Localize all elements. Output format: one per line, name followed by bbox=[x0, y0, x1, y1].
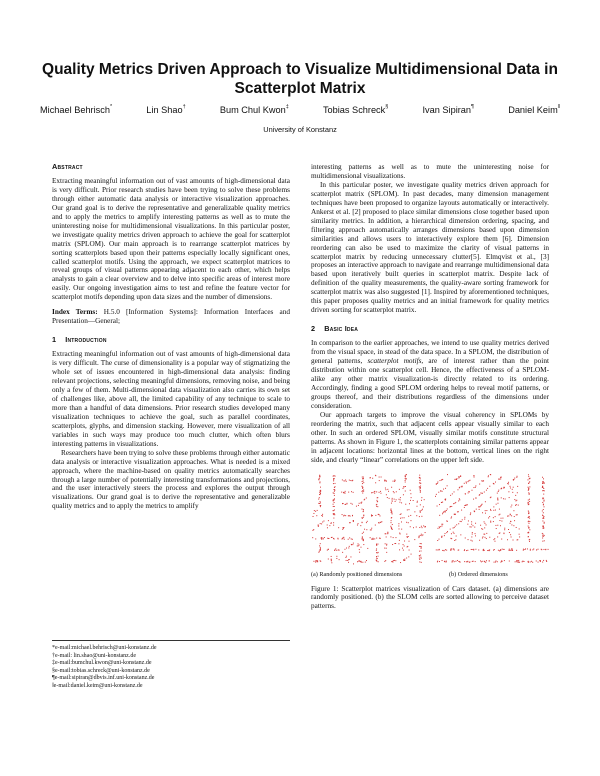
splom-cell bbox=[318, 497, 321, 507]
splom-cell bbox=[467, 520, 476, 527]
splom-cell bbox=[400, 509, 412, 519]
author: Lin Shao† bbox=[146, 104, 186, 115]
splom-cell bbox=[493, 520, 505, 530]
splom-cell bbox=[387, 497, 397, 504]
affiliation: University of Konstanz bbox=[263, 125, 337, 134]
splom-cell bbox=[508, 520, 520, 530]
splom-cell bbox=[357, 543, 368, 552]
splom-cell bbox=[479, 532, 490, 540]
splom-cell bbox=[419, 543, 422, 552]
splom-cell bbox=[493, 548, 504, 551]
splom-cell bbox=[385, 531, 397, 537]
abstract-heading: Abstract bbox=[52, 162, 83, 171]
basic-idea-paragraph: In comparison to the earlier approaches, we intend to use quality metrics derived from the visual space, in stead of the data space. In a SPLOM, the distribution of general patterns, scatterplot motifs, are of interest rather than the point distribution within one scatterplot cell. Hence, the effectiveness of a SPLOM-alike any other matrix visualization-is directly related to its ordering. Accordingly, finding a good SPLOM ordering helps to reveal motif patterns, or groups thereof, and their distributions regardless of the dimensions under consideration. bbox=[311, 339, 549, 410]
index-terms: Index Terms: H.5.0 [Information Systems]: Information Interfaces and Presentation—General; bbox=[52, 308, 290, 326]
splom-cell bbox=[436, 474, 448, 485]
splom-cell bbox=[414, 508, 423, 516]
splom-cell bbox=[450, 485, 463, 495]
splom-cell bbox=[362, 531, 364, 540]
splom-cell bbox=[333, 498, 335, 507]
splom-cell bbox=[465, 485, 477, 494]
splom-cell bbox=[439, 508, 448, 515]
splom-cell bbox=[312, 520, 324, 530]
splom-cell bbox=[450, 519, 463, 529]
splom-cell bbox=[528, 510, 530, 518]
splom-cell bbox=[465, 532, 476, 541]
splom-cell bbox=[507, 510, 518, 517]
splom-cell bbox=[400, 553, 412, 562]
splom-cell bbox=[419, 554, 422, 562]
splom-cell bbox=[507, 475, 517, 484]
figure-caption: Figure 1: Scatterplot matrices visualization of Cars dataset. (a) dimensions are randomly positioned. (b) the SLOM cells are sorted allowing to perceive dataset patterns. bbox=[311, 584, 549, 611]
splom-cell bbox=[318, 474, 320, 483]
splom-cell bbox=[327, 536, 338, 539]
splom-cell bbox=[542, 497, 544, 507]
splom-cell bbox=[493, 532, 504, 541]
splom-cell bbox=[450, 531, 461, 540]
splom-cell bbox=[413, 525, 426, 528]
splom-cell bbox=[384, 559, 396, 562]
splom-cell bbox=[479, 508, 492, 518]
splom-cell bbox=[357, 520, 368, 529]
splom-cell bbox=[313, 509, 324, 516]
splom-cell bbox=[527, 474, 530, 484]
splom-cell bbox=[464, 508, 477, 519]
splom-cell bbox=[376, 543, 379, 553]
figure-1 bbox=[311, 473, 549, 578]
splom-cell bbox=[384, 543, 396, 553]
splom-cell bbox=[318, 543, 321, 553]
paper-title: Quality Metrics Driven Approach to Visualize Multidimensional Data in Scatterplot Matrix bbox=[42, 61, 558, 97]
splom-cell bbox=[413, 497, 425, 507]
splom-cell bbox=[494, 560, 505, 563]
intro-paragraph: Extracting meaningful information out of vast amounts of high-dimensional data is very difficult. The curse of dimensionality is a popular way of stigmatizing the whole set of issues encountered in high-dimensional data analysis: finding relevant projections, selecting meaningful dimensions, removing noise, and being only a few of them. Multi-dimensional data visualization also carries its own set of challenges like, above all, the limited capability of any technique to scale to more than a handful of data dimensions. Prior research studies developed many visualization techniques to achieve the goal, such as parallel coordinates, scatterplots, glyphs, and dimension stacking. However, mere visualization of all variables in such ways may produce too much clutter, which often blurs interesting patterns in visualizations. bbox=[52, 350, 290, 448]
abstract-text: Extracting meaningful information out of vast amounts of high-dimensional data is very difficult. Prior research studies have been trying to solve these problems through either automatic data analysis or interactive visualization approaches. Our grand goal is to derive the representative and generalizable quality metrics and to apply the metrics to amplify interesting patterns as well as to mute the uninteresting noise for multidimensional visualizations. In this particular poster, we investigate quality metrics driven approach to achieve the goal for scatterplot matrix (SPLOM). Our main approach is to rearrange scatterplot matrices by sorting scatterplots based upon their patterns especially locally significant ones, called scatterplot motifs. Using the approach, we expect scatterplot matrices to reveal groups of visual patterns appearing adjacent to each other, which helps analysts to gain a clear overview and to delve into specific areas of interest more easily. Our ongoing investigation aims to test and refine the feature vector for scatterplot motifs depending upon data sizes and the number of dimensions. bbox=[52, 176, 290, 302]
splom-cell bbox=[508, 485, 518, 495]
splom-cell bbox=[385, 486, 397, 494]
splom-cell bbox=[497, 486, 505, 493]
splom-cell bbox=[480, 560, 490, 563]
basic-idea-paragraph: Our approach targets to improve the visual coherency in SPLOMs by reordering the matrix, such that adjacent cells appear visually similar to each other. In such an ordered SPLOM, visually similar motifs constitute structural patterns. As shown in Figure 1, the scatterplots containing similar patterns appear in adjacent locations: horizontal lines at the bottom, vertical lines on the right side, and clearly “linear” correlations on the upper left side. bbox=[311, 410, 549, 464]
splom-cell bbox=[341, 490, 353, 493]
splom-cell bbox=[542, 476, 545, 483]
left-column bbox=[52, 163, 290, 511]
author: Tobias Schreck§ bbox=[322, 104, 389, 115]
splom-cell bbox=[542, 520, 545, 528]
splom-cell bbox=[542, 485, 545, 494]
splom-cell bbox=[509, 559, 520, 562]
splom-cell bbox=[399, 532, 410, 541]
splom-ordered-image bbox=[434, 473, 549, 565]
splom-cell bbox=[371, 490, 381, 493]
subcaption-b: (b) Ordered dimensions bbox=[449, 570, 508, 578]
splom-cell bbox=[451, 509, 463, 518]
intro-heading: 1 Introduction bbox=[52, 335, 107, 345]
splom-cell bbox=[390, 508, 392, 518]
splom-cell bbox=[398, 520, 411, 529]
subcaption-a: (a) Randomly positioned dimensions bbox=[311, 570, 403, 578]
splom-cell bbox=[493, 476, 502, 484]
author: Daniel Keim‖ bbox=[508, 104, 560, 115]
splom-cell bbox=[478, 548, 490, 550]
splom-cell bbox=[507, 532, 520, 540]
splom-cell bbox=[542, 509, 545, 519]
splom-cell bbox=[414, 532, 425, 540]
footnote: §e-mail:tobias.schreck@uni-konstanz.de bbox=[52, 667, 150, 674]
splom-cell bbox=[384, 479, 396, 482]
splom-cell bbox=[362, 508, 365, 518]
splom-cell bbox=[419, 485, 421, 492]
splom-cell bbox=[449, 498, 460, 507]
right-column bbox=[311, 163, 549, 611]
splom-cell bbox=[362, 476, 365, 484]
splom-cell bbox=[437, 560, 447, 562]
splom-cell bbox=[493, 497, 505, 507]
splom-cell bbox=[345, 555, 354, 564]
intro-paragraph: Researchers have been trying to solve these problems through either automatic data analysis or interactive visualization approaches. What is needed is a mixed approach, where the machine-based on quality metrics automatically searches through a large number of potentially interesting transformations and projections, and the user interactively steers the process and explores the output through visualizations. Our grand goal is to derive the representative and generalizable quality metrics and to apply the metrics to amplify bbox=[52, 448, 290, 511]
author-list bbox=[40, 105, 560, 115]
splom-cell bbox=[542, 532, 545, 541]
splom-cell bbox=[370, 521, 382, 530]
intro-continued: interesting patterns as well as to mute the uninteresting noise for multidimensional visualizations. bbox=[311, 163, 549, 180]
splom-cell bbox=[404, 474, 407, 482]
splom-cell bbox=[437, 520, 447, 528]
splom-cell bbox=[479, 473, 491, 484]
splom-cell bbox=[313, 560, 321, 562]
splom-cell bbox=[399, 486, 411, 495]
splom-cell bbox=[356, 497, 367, 506]
author: Bum Chul Kwon‡ bbox=[219, 104, 289, 115]
splom-cell bbox=[342, 542, 354, 552]
splom-cell bbox=[390, 520, 392, 530]
splom-cell bbox=[528, 486, 531, 494]
splom-cell bbox=[464, 560, 476, 562]
footnote: ‡e-mail:bumchul.kwon@uni-konstanz.de bbox=[52, 660, 152, 667]
splom-cell bbox=[522, 560, 534, 562]
splom-cell bbox=[436, 548, 447, 550]
splom-cell bbox=[528, 520, 531, 530]
splom-cell bbox=[478, 496, 491, 507]
splom-cell bbox=[536, 559, 547, 562]
splom-cell bbox=[452, 559, 461, 562]
splom-cell bbox=[357, 560, 367, 563]
intro-paragraph: In this particular poster, we investigate quality metrics driven approach for scatterplot matrix (SPLOM). In past decades, many dimension management techniques have been proposed to organize layouts automatically or interactively. Ankerst et al. [2] proposed to place similar dimensions close together based upon similarity metrics. In addition, a hierarchical dimension ordering, spacing, and filtering approach automatically arranges dimensions based upon dimension similarities and allows users to interactively explore them [6]. Dimension reordering can also be used to maximize the clarity of visual patterns in scatterplot matrix by reducing unnecessary clutter[5]. Elmqvist et al., [3] proposes an interactive approach to navigate and rearrange multidimensional data based upon iteratively built queries in scatterplot matrix. Despite lack of definition of the quality measurements, the quality-aware sorting framework for scatterplot matrix was also suggested [1]. Inspired by aforementioned techniques, this paper proposes quality metrics and an initial framework for quality metrics driven sorting for scatterplot matrix. bbox=[311, 180, 549, 315]
footnote: ‖e-mail:daniel.keim@uni-konstanz.de bbox=[52, 682, 143, 689]
splom-cell bbox=[328, 555, 340, 562]
splom-cell bbox=[342, 514, 353, 517]
splom-cell bbox=[523, 548, 534, 550]
splom-cell bbox=[342, 520, 354, 530]
splom-cell bbox=[333, 509, 336, 518]
splom-cell bbox=[370, 537, 381, 540]
splom-cell bbox=[371, 513, 381, 516]
footnote: †e-mail: lin.shao@uni-konstanz.de bbox=[52, 652, 137, 659]
splom-cell bbox=[493, 508, 504, 518]
footnote: ¶e-mail:sipiran@dbvis.inf.uni-konstanz.de bbox=[52, 675, 155, 682]
splom-cell bbox=[464, 548, 477, 550]
splom-cell bbox=[450, 548, 459, 550]
splom-cell bbox=[508, 548, 517, 551]
splom-cell bbox=[480, 520, 491, 529]
splom-cell bbox=[333, 486, 336, 496]
splom-cell bbox=[464, 475, 475, 484]
splom-cell bbox=[479, 485, 491, 495]
splom-cell bbox=[464, 497, 477, 508]
splom-cell bbox=[333, 475, 336, 484]
splom-cell bbox=[376, 497, 378, 507]
splom-cell bbox=[312, 537, 325, 540]
splom-cell bbox=[437, 498, 447, 506]
splom-cell bbox=[536, 548, 549, 550]
splom-cell bbox=[319, 486, 321, 494]
splom-random-image bbox=[311, 473, 426, 565]
splom-cell bbox=[376, 555, 379, 562]
footnotes bbox=[52, 640, 290, 691]
splom-cell bbox=[398, 497, 411, 505]
splom-cell bbox=[370, 474, 382, 482]
splom-cell bbox=[419, 474, 421, 483]
author: Michael Behrisch* bbox=[40, 104, 113, 115]
splom-cell bbox=[527, 531, 530, 541]
splom-cell bbox=[342, 479, 353, 481]
splom-cell bbox=[327, 520, 339, 528]
splom-cell bbox=[342, 536, 353, 539]
splom-cell bbox=[509, 497, 519, 507]
footnote: *e-mail:michael.behrisch@uni-konstanz.de bbox=[52, 645, 157, 651]
basic-idea-heading: 2 Basic Idea bbox=[311, 324, 359, 334]
author: Ivan Sipiran¶ bbox=[422, 104, 474, 115]
splom-cell bbox=[437, 531, 448, 541]
splom-cell bbox=[435, 485, 448, 497]
splom-cell bbox=[342, 502, 353, 504]
splom-cell bbox=[527, 498, 530, 504]
splom-cell bbox=[398, 543, 409, 550]
splom-cell bbox=[327, 548, 340, 550]
splom-cell bbox=[361, 485, 364, 493]
splom-cell bbox=[454, 475, 461, 480]
